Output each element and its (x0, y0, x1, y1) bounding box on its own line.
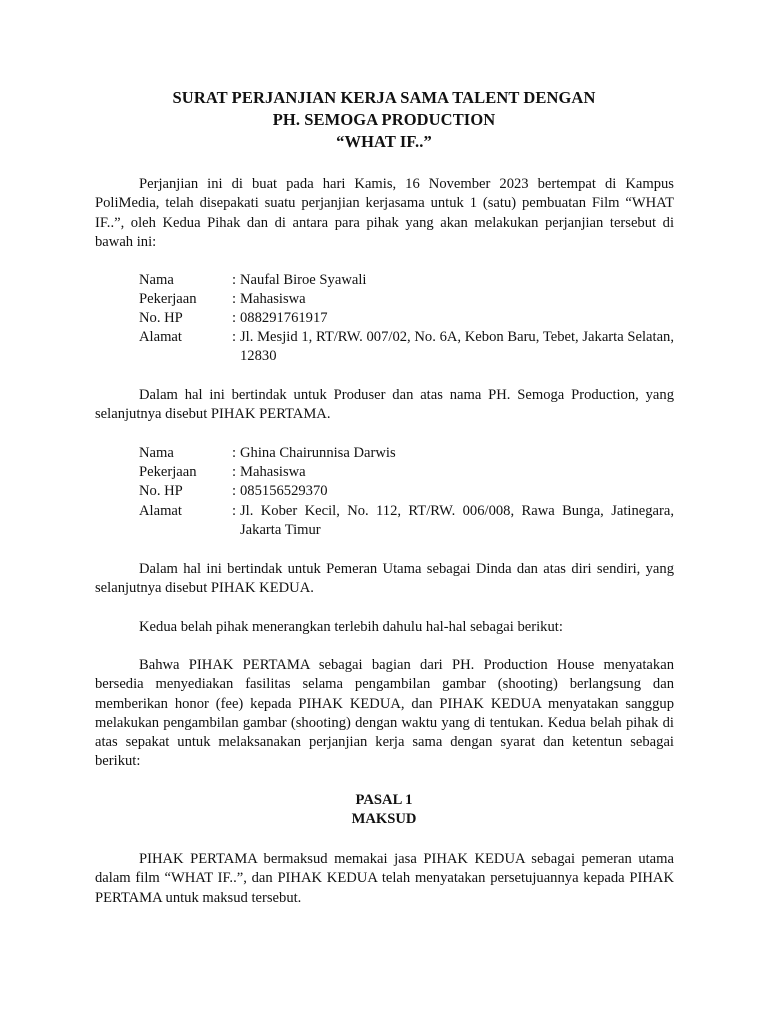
pasal1-paragraph: PIHAK PERTAMA bermaksud memakai jasa PIHAK KEDUA sebagai pemeran utama dalam film “WHAT IF..”, dan PIHAK KEDUA telah menyatakan persetujuannya kepada PIHAK PERTAMA untuk maksud tersebut. (95, 851, 674, 906)
document-title-line-2: PH. SEMOGA PRODUCTION (272, 110, 496, 129)
field-colon: : (232, 503, 237, 519)
pasal1-heading: PASAL 1 (355, 792, 413, 808)
pasal1-subheading: MAKSUD (351, 811, 417, 827)
field-colon: : (232, 483, 237, 499)
field-label: Nama (139, 445, 174, 461)
document-title-line-3: “WHAT IF..” (336, 132, 432, 151)
party2-statement: Dalam hal ini bertindak untuk Pemeran Utama sebagai Dinda dan atas diri sendiri, yang selanjutnya disebut PIHAK KEDUA. (95, 561, 674, 597)
party1-phone-value: 088291761917 (240, 310, 328, 326)
intro-paragraph: Perjanjian ini di buat pada hari Kamis, 16 November 2023 bertempat di Kampus PoliMedia, telah disepakati suatu perjanjian kerjasama untuk 1 (satu) pembuatan Film “WHAT IF..”, oleh Kedua Pihak dan di antara para pihak yang akan melakukan perjanjian tersebut di bawah ini: (95, 176, 674, 250)
field-colon: : (232, 310, 237, 326)
field-label: Nama (139, 272, 174, 288)
field-label: No. HP (139, 483, 183, 499)
party2-phone-value: 085156529370 (240, 483, 328, 499)
field-colon: : (232, 329, 237, 345)
explain-paragraph: Kedua belah pihak menerangkan terlebih dahulu hal-hal sebagai berikut: (139, 619, 563, 635)
field-label: Alamat (139, 503, 182, 519)
field-label: Pekerjaan (139, 464, 197, 480)
party2-name-value: Ghina Chairunnisa Darwis (240, 445, 396, 461)
field-colon: : (232, 272, 237, 288)
field-colon: : (232, 291, 237, 307)
field-colon: : (232, 464, 237, 480)
document-title-line-1: SURAT PERJANJIAN KERJA SAMA TALENT DENGAN (172, 88, 596, 107)
field-label: Alamat (139, 329, 182, 345)
party2-address-value: Jl. Kober Kecil, No. 112, RT/RW. 006/008, Rawa Bunga, Jatinegara, Jakarta Timur (240, 503, 674, 539)
field-colon: : (232, 445, 237, 461)
body-paragraph: Bahwa PIHAK PERTAMA sebagai bagian dari PH. Production House menyatakan bersedia menyediakan fasilitas selama pengambilan gambar (shooting) berlangsung dan memberikan honor (fee) kepada PIHAK KEDUA, dan PIHAK KEDUA menyatakan sanggup melakukan pengambilan gambar (shooting) dengan waktu yang di tentukan. Kedua belah pihak di atas sepakat untuk melaksanakan perjanjian kerja sama dengan syarat dan ketentun sebagai berikut: (95, 657, 674, 770)
party1-name-value: Naufal Biroe Syawali (240, 272, 367, 288)
party1-statement: Dalam hal ini bertindak untuk Produser dan atas nama PH. Semoga Production, yang selanjutnya disebut PIHAK PERTAMA. (95, 387, 674, 423)
party2-job-value: Mahasiswa (240, 464, 306, 480)
field-label: No. HP (139, 310, 183, 326)
party1-job-value: Mahasiswa (240, 291, 306, 307)
field-label: Pekerjaan (139, 291, 197, 307)
party1-address-value: Jl. Mesjid 1, RT/RW. 007/02, No. 6A, Kebon Baru, Tebet, Jakarta Selatan, 12830 (240, 329, 674, 365)
